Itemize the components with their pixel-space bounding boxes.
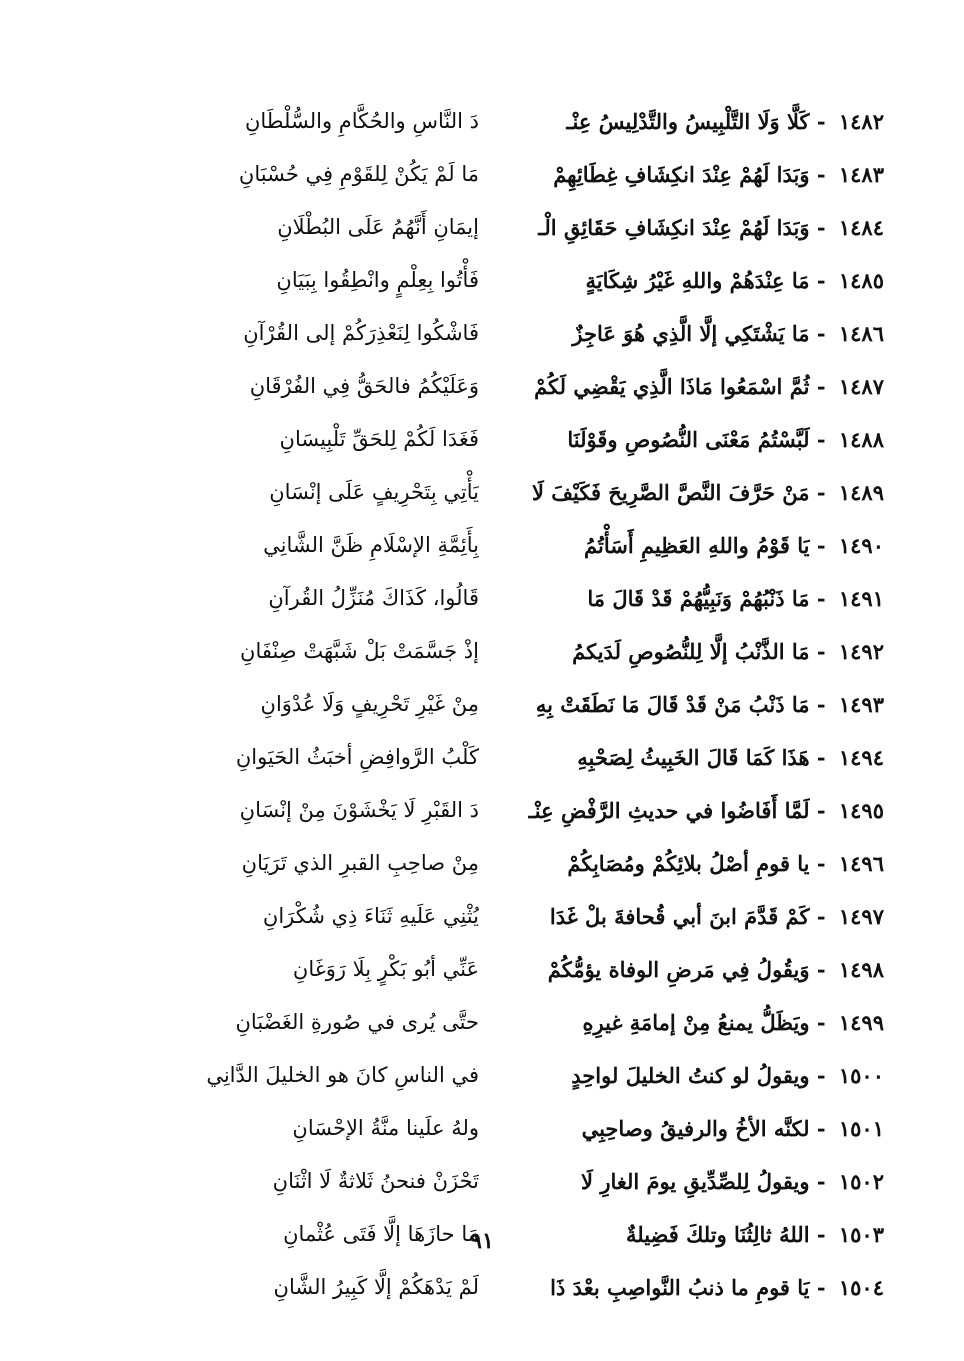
verse-1500 xyxy=(84,1049,884,1102)
verse-first-text: لكنَّه الأخُ والرفيقُ وصاحِبِي xyxy=(581,1116,810,1141)
verse-1484 xyxy=(84,201,884,254)
verse-first-hemistich: ١٥٠٣ - اللهُ ثالِثُنَا وتلكَ فَضِيلةٌ xyxy=(626,1222,884,1247)
verse-number: ١٥٠٠ xyxy=(838,1063,884,1088)
verse-second-hemistich: لَمْ يَدْهَكُمْ إلَّا كَبِيرُ الشَّانِ xyxy=(273,1275,479,1299)
verse-first-text: ويقولُ لو كنتُ الخليلَ لواحِدٍ xyxy=(571,1063,810,1088)
verse-1483 xyxy=(84,148,884,201)
verse-first-hemistich: ١٤٩٢ - مَا الذَّنْبُ إلَّا لِلنُّصُوصِ لَدَيكمُ xyxy=(572,639,884,664)
verse-number: ١٤٨٣ xyxy=(838,162,884,187)
verse-first-hemistich: ١٤٨٣ - وَبَدَا لَهُمْ عِنْدَ انكِشَافِ غِطَائِهِمْ xyxy=(553,162,884,187)
verse-number: ١٤٩٥ xyxy=(838,798,884,823)
verse-first-hemistich: ١٤٨٧ - ثُمَّ اسْمَعُوا مَاذَا الَّذِي يَقْضِي لَكُمْ xyxy=(534,374,884,399)
verse-second-hemistich: تَحْزَنْ فنحنُ ثَلاثةٌ لَا اثْنَانِ xyxy=(272,1169,479,1193)
verse-first-hemistich: ١٥٠٤ - يَا قومِ ما ذنبُ النَّواصِبِ بعْدَ ذَا xyxy=(550,1275,884,1300)
verse-first-hemistich: ١٤٩٣ - مَا ذَنْبُ مَنْ قَدْ قَالَ مَا نَطَقَتْ بِهِ xyxy=(535,692,884,717)
verse-first-text: ويقولُ لِلصِّدِّيقِ يومَ الغارِ لَا xyxy=(581,1169,810,1194)
verse-second-hemistich: فَغَدَا لَكُمْ لِلحَقِّ تَلْبِيسَانِ xyxy=(279,427,479,451)
verse-first-text: وَبَدَا لَهُمْ عِنْدَ انكِشَافِ غِطَائِهِمْ xyxy=(553,162,810,187)
verse-first-text: كَمْ قَدَّمَ ابنَ أبي قُحافةَ بلْ غَدَا xyxy=(549,904,810,929)
verse-number: ١٤٨٩ xyxy=(838,480,884,505)
verse-number: ١٤٩٦ xyxy=(838,851,884,876)
verse-first-hemistich: ١٤٨٢ - كَلَّا وَلَا التَّلْبِيسُ والتَّدْلِيسُ عِنْـ xyxy=(566,109,884,134)
verse-first-hemistich: ١٤٩٠ - يَا قَوْمُ واللهِ العَظِيمِ أَسَأْتُمُ xyxy=(584,533,884,558)
verse-number: ١٤٨٦ xyxy=(838,321,884,346)
verse-first-text: يَا قومِ ما ذنبُ النَّواصِبِ بعْدَ ذَا xyxy=(550,1275,810,1300)
verse-first-text: وَيقُولُ فِي مَرضِ الوفاة يؤمُّكُمْ xyxy=(547,957,810,982)
verse-first-text: اللهُ ثالِثُنَا وتلكَ فَضِيلةٌ xyxy=(626,1222,810,1247)
verse-1490 xyxy=(84,519,884,572)
verse-1494 xyxy=(84,731,884,784)
verse-first-hemistich: ١٤٩٤ - هَذَا كَمَا قَالَ الخَبِيثُ لِصَحْبِهِ xyxy=(577,745,884,770)
verse-number: ١٥٠٤ xyxy=(838,1275,884,1300)
verse-first-hemistich: ١٤٩٦ - يا قومِ أصْلُ بلائِكُمْ ومُصَابِكُمْ xyxy=(567,851,884,876)
verse-second-hemistich: يُثْنِي عَلَيهِ ثَنَاءَ ذِي شُكْرَانِ xyxy=(262,904,479,928)
verse-1486 xyxy=(84,307,884,360)
verse-first-text: ويَظَلُّ يمنعُ مِنْ إمامَةِ غيرِهِ xyxy=(582,1010,810,1035)
verse-first-text: هَذَا كَمَا قَالَ الخَبِيثُ لِصَحْبِهِ xyxy=(577,745,810,770)
verse-second-hemistich: مَا لَمْ يَكُنْ لِلقَوْمِ فِي حُسْبَانِ xyxy=(238,162,479,186)
verse-first-hemistich: ١٤٩٨ - وَيقُولُ فِي مَرضِ الوفاة يؤمُّكُمْ xyxy=(547,957,884,982)
verse-first-hemistich: ١٥٠١ - لكنَّه الأخُ والرفيقُ وصاحِبِي xyxy=(581,1116,884,1141)
verse-1489 xyxy=(84,466,884,519)
verse-number: ١٤٩٠ xyxy=(838,533,884,558)
verse-second-hemistich: وَعَلَيْكُمُ فالحَقُّ فِي الفُرْقَانِ xyxy=(249,374,479,398)
verse-number: ١٤٩٨ xyxy=(838,957,884,982)
verse-second-hemistich: مِنْ صاحِبِ القبرِ الذي تَرَيَانِ xyxy=(241,851,479,875)
verse-first-text: مَا ذَنْبُهُمْ وَنَبِيُّهُمْ قَدْ قَالَ مَا xyxy=(587,586,810,611)
verse-number: ١٤٩٤ xyxy=(838,745,884,770)
verse-number: ١٤٩١ xyxy=(838,586,884,611)
verse-first-hemistich: ١٤٨٤ - وَبَدَا لَهُمْ عِنْدَ انكِشَافِ حَقَائِقِ الْـ xyxy=(538,215,884,240)
verse-second-hemistich: فَاشْكُوا لِنَعْذِرَكُمْ إلى القُرْآنِ xyxy=(243,321,479,345)
verse-first-text: لَمَّا أَفَاضُوا في حديثِ الرَّفْضِ عِنْـ xyxy=(528,798,810,823)
verse-number: ١٥٠٣ xyxy=(838,1222,884,1247)
verse-number: ١٤٨٢ xyxy=(838,109,884,134)
verse-second-hemistich: ولهُ علَينا منَّةُ الإحْسَانِ xyxy=(292,1116,479,1140)
verse-1487 xyxy=(84,360,884,413)
verse-second-hemistich: إيمَانِ أَنَّهُمُ عَلَى البُطْلَانِ xyxy=(277,215,479,239)
verse-1502 xyxy=(84,1155,884,1208)
verse-second-hemistich: مِنْ غَيْرِ تَحْرِيفٍ وَلَا عُدْوَانِ xyxy=(260,692,479,716)
verse-1488 xyxy=(84,413,884,466)
verse-first-text: مَا ذَنْبُ مَنْ قَدْ قَالَ مَا نَطَقَتْ بِهِ xyxy=(535,692,810,717)
verse-second-hemistich: دَ القَبْرِ لَا يَخْشَوْنَ مِنْ إنْسَانِ xyxy=(239,798,479,822)
verse-first-hemistich: ١٥٠٢ - ويقولُ لِلصِّدِّيقِ يومَ الغارِ لَا xyxy=(581,1169,884,1194)
verse-second-hemistich: يَأْتِي بِتَحْرِيفٍ عَلَى إنْسَانِ xyxy=(269,480,479,504)
verse-first-text: وَبَدَا لَهُمْ عِنْدَ انكِشَافِ حَقَائِقِ الْـ xyxy=(538,215,810,240)
verse-first-hemistich: ١٤٨٦ - مَا يَشْتَكِي إلَّا الَّذِي هُوَ عَاجِزٌ xyxy=(572,321,884,346)
verse-number: ١٤٨٤ xyxy=(838,215,884,240)
verse-1498 xyxy=(84,943,884,996)
verse-first-text: مَنْ حَرَّفَ النَّصَّ الصَّرِيحَ فَكَيْفَ لَا xyxy=(531,480,810,505)
verse-first-text: ثُمَّ اسْمَعُوا مَاذَا الَّذِي يَقْضِي لَكُمْ xyxy=(534,374,810,399)
verse-1499 xyxy=(84,996,884,1049)
verse-first-text: لَبَّسْتُمُ مَعْنَى النُّصُوصِ وقَوْلَنَا xyxy=(567,427,810,452)
verse-first-hemistich: ١٤٩٧ - كَمْ قَدَّمَ ابنَ أبي قُحافةَ بلْ غَدَا xyxy=(549,904,884,929)
verse-second-hemistich: مَا حازَهَا إلَّا فَتَى عُثْمانِ xyxy=(283,1222,479,1246)
verse-1504 xyxy=(84,1261,884,1314)
poem xyxy=(84,95,884,1314)
verse-first-hemistich: ١٤٨٩ - مَنْ حَرَّفَ النَّصَّ الصَّرِيحَ فَكَيْفَ لَا xyxy=(531,480,884,505)
verse-number: ١٤٨٥ xyxy=(838,268,884,293)
verse-second-hemistich: عَنِّي أبُو بَكْرٍ بِلَا رَوَغَانِ xyxy=(292,957,479,981)
verse-number: ١٤٨٨ xyxy=(838,427,884,452)
verse-first-text: يَا قَوْمُ واللهِ العَظِيمِ أَسَأْتُمُ xyxy=(584,533,810,558)
verse-second-hemistich: إذْ جَسَّمَتْ بَلْ شَبَّهَتْ صِنْفَانِ xyxy=(240,639,479,663)
verse-first-hemistich: ١٥٠٠ - ويقولُ لو كنتُ الخليلَ لواحِدٍ xyxy=(571,1063,884,1088)
verse-first-text: كَلَّا وَلَا التَّلْبِيسُ والتَّدْلِيسُ عِنْـ xyxy=(566,109,810,134)
verse-first-text: يا قومِ أصْلُ بلائِكُمْ ومُصَابِكُمْ xyxy=(567,851,810,876)
verse-number: ١٥٠١ xyxy=(838,1116,884,1141)
verse-number: ١٤٩٧ xyxy=(838,904,884,929)
verse-first-hemistich: ١٤٩٥ - لَمَّا أَفَاضُوا في حديثِ الرَّفْضِ عِنْـ xyxy=(528,798,884,823)
verse-number: ١٥٠٢ xyxy=(838,1169,884,1194)
verse-second-hemistich: كَلْبُ الرَّوافِضِ أخبَثُ الحَيَوانِ xyxy=(235,745,479,769)
verse-first-hemistich: ١٤٩٩ - ويَظَلُّ يمنعُ مِنْ إمامَةِ غيرِهِ xyxy=(582,1010,884,1035)
verse-number: ١٤٨٧ xyxy=(838,374,884,399)
verse-second-hemistich: بِأَئِمَّةِ الإسْلَامِ ظَنَّ الشَّانِي xyxy=(263,533,479,557)
verse-number: ١٤٩٣ xyxy=(838,692,884,717)
verse-1495 xyxy=(84,784,884,837)
verse-second-hemistich: دَ النَّاسِ والحُكَّامِ والسُّلْطَانِ xyxy=(244,109,479,133)
verse-second-hemistich: فَأْتُوا بِعِلْمٍ وانْطِقُوا بِبَيَانِ xyxy=(276,268,479,292)
verse-second-hemistich: حتَّى يُرى في صُورةِ الغَضْبَانِ xyxy=(235,1010,479,1034)
verse-second-hemistich: في الناسِ كانَ هو الخليلَ الدَّانِي xyxy=(206,1063,479,1087)
verse-1497 xyxy=(84,890,884,943)
verse-first-text: مَا الذَّنْبُ إلَّا لِلنُّصُوصِ لَدَيكمُ xyxy=(572,639,810,664)
verse-1492 xyxy=(84,625,884,678)
verse-number: ١٤٩٢ xyxy=(838,639,884,664)
verse-first-hemistich: ١٤٨٨ - لَبَّسْتُمُ مَعْنَى النُّصُوصِ وقَوْلَنَا xyxy=(567,427,884,452)
verse-first-text: مَا يَشْتَكِي إلَّا الَّذِي هُوَ عَاجِزٌ xyxy=(572,321,810,346)
verse-number: ١٤٩٩ xyxy=(838,1010,884,1035)
verse-first-hemistich: ١٤٩١ - مَا ذَنْبُهُمْ وَنَبِيُّهُمْ قَدْ قَالَ مَا xyxy=(587,586,884,611)
verse-1491 xyxy=(84,572,884,625)
verse-1496 xyxy=(84,837,884,890)
page-number: ٩١ xyxy=(470,1228,494,1254)
verse-first-hemistich: ١٤٨٥ - مَا عِنْدَهُمْ واللهِ غَيْرُ شِكَايَةٍ xyxy=(585,268,884,293)
verse-1482 xyxy=(84,95,884,148)
verse-1493 xyxy=(84,678,884,731)
verse-1501 xyxy=(84,1102,884,1155)
verse-1485 xyxy=(84,254,884,307)
verse-first-text: مَا عِنْدَهُمْ واللهِ غَيْرُ شِكَايَةٍ xyxy=(585,268,810,293)
verse-second-hemistich: قَالُوا، كَذَاكَ مُنَزِّلُ القُرآنِ xyxy=(268,586,479,610)
